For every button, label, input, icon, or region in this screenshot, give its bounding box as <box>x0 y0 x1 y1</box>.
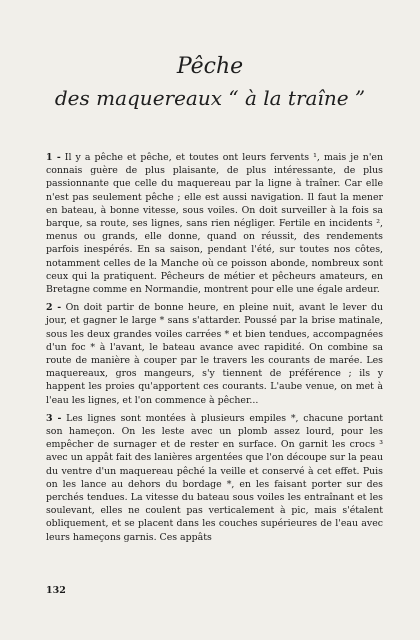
paragraph-text: On doit partir de bonne heure, en pleine nuit, avant le lever du jour, et gagner le large * sans s'attarder. Poussé par la brise matinale, sous les deux grandes voiles carrées * et bien tendues, accompagnées d'un foc * à l'avant, le bateau avance avec rapidité. On combine sa route de manière à couper par le travers les courants de marée. Les maquereaux, gros mangeurs, s'y tiennent de préférence ; ils y happent les proies qu'apportent ces courants. L'aube venue, on met à l'eau les lignes, et l'on commence à pêcher... <box>46 302 383 406</box>
paragraph-2 <box>46 301 383 407</box>
paragraph-3 <box>46 412 383 544</box>
paragraph-1 <box>46 151 383 296</box>
body-text <box>46 151 383 549</box>
page-number: 132 <box>46 585 66 596</box>
title-line-1: Pêche <box>176 54 244 79</box>
title-line-2: des maquereaux “ à la traîne ” <box>54 86 366 110</box>
paragraph-number: 1 - <box>46 152 61 163</box>
paragraph-text: Les lignes sont montées à plusieurs empiles *, chacune portant son hameçon. On les leste avec un plomb assez lourd, pour les empêcher de surnager et de rester en surface. On garnit les crocs ³ avec un appât fait des lanières argentées que l'on découpe sur la peau du ventre d'un maquereau pêché la veille et conservé à cet effet. Puis on les lance au dehors du bordage *, en les faisant porter sur des perchés tendues. La vitesse du bateau sous voiles les entraînant et les soulevant, elles ne coulent pas verticalement à pic, mais s'étalent obliquement, et se placent dans les couches supérieures de l'eau avec leurs hameçons garnis. Ces appâts <box>46 412 384 543</box>
paragraph-text: Il y a pêche et pêche, et toutes ont leurs fervents ¹, mais je n'en connais guère de plus plaisante, de plus intéressante, de plus passionnante que celle du maquereau par la ligne à traîner. Car elle n'est pas seulement pêche ; elle est aussi navigation. Il faut la mener en bateau, à bonne vitesse, sous voiles. On doit surveiller à la fois sa barque, sa route, ses lignes, sans rien négliger. Fertile en incidents ², menus ou grands, elle donne, quand on réussit, des rendements parfois inespérés. En sa saison, pendant l'été, sur toutes nos côtes, notamment celles de la Manche où ce poisson abonde, nombreux sont ceux qui la pratiquent. Pêcheurs de métier et pêcheurs amateurs, en Bretagne comme en Normandie, montrent pour elle une égale ardeur. <box>46 152 383 296</box>
paragraph-number: 2 - <box>46 302 62 314</box>
paragraph-number: 3 - <box>46 412 62 424</box>
